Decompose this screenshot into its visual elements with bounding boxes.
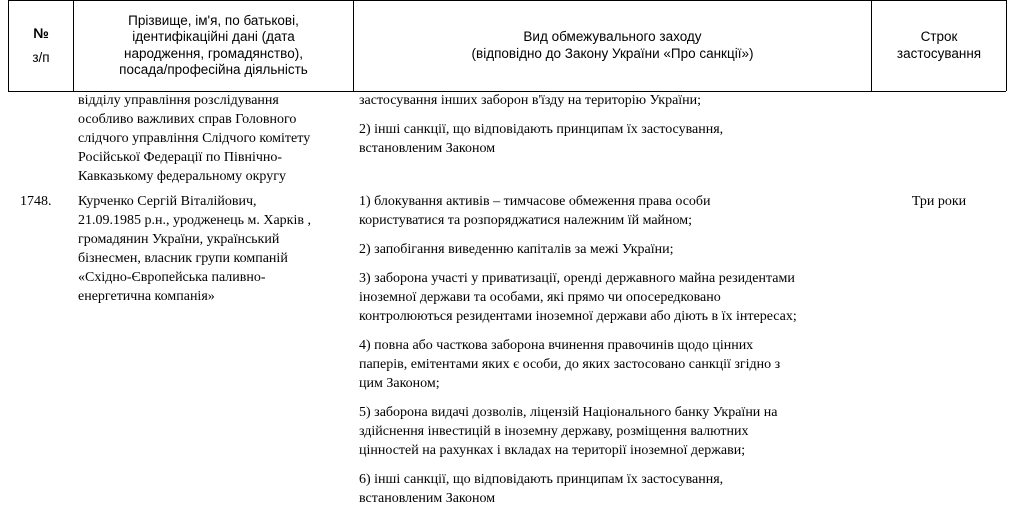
number-sub: з/п: [32, 49, 50, 65]
header-number: [9, 0, 73, 91]
measure-item: 5) заборона видачі дозволів, ліцензій Національного банку України на здійснення інвестицій в іноземну державу, розміщення валютних цінностей на рахунках і вкладах на території іноземної держави;: [359, 405, 778, 458]
measure-item: 3) заборона участі у приватизації, оренді державного майна резидентами іноземної держави та особами, які прямо чи опосередковано контролюються резидентами іноземної держави або діють в їх інтересах;: [359, 271, 797, 324]
measure-item: 2) інші санкції, що відповідають принципам їх застосування, встановленим Законом: [359, 122, 724, 156]
header-term-text: Строк застосування: [896, 29, 982, 61]
header-person: [74, 0, 353, 91]
header-measure-text: Вид обмежувального заходу (відповідно до Закону України «Про санкції»): [471, 29, 754, 61]
continuation-measures: [359, 91, 869, 158]
header-person-text: Прізвище, ім'я, по батькові, ідентифікаційні дані (дата народження, громадянство), посада/професійна діяльність: [119, 12, 308, 77]
measure-item: 1) блокування активів – тимчасове обмеження права особи користуватися та розпоряджатися належним їй майном;: [359, 194, 711, 228]
number-symbol: №: [33, 25, 49, 41]
header-term: [872, 0, 1006, 91]
row-person: Курченко Сергій Віталійович, 21.09.1985 р.н., уродженець м. Харків , громадянин України, український бізнесмен, власник групи компаній «Східно-Європейська паливно- енергетична компанія»: [78, 194, 311, 304]
measure-item: 6) інші санкції, що відповідають принципам їх застосування, встановленим Законом: [359, 472, 724, 506]
row-term: Три роки: [911, 194, 967, 209]
measure-item: застосування інших заборон в'їзду на територію України;: [359, 93, 702, 108]
header-divider: [1006, 0, 1007, 91]
measure-item: 2) запобігання виведенню капіталів за межі України;: [359, 242, 674, 257]
row-number: 1748.: [20, 194, 52, 209]
header-measure: [354, 0, 871, 91]
continuation-person: відділу управління розслідування особливо важливих справ Головного слідчого управління Слідчого комітету Російської Федерації по Північно- Кавказькому федеральному округу: [78, 93, 311, 184]
row-measures: [359, 192, 869, 508]
measure-item: 4) повна або часткова заборона вчинення правочинів щодо цінних паперів, емітентами яких є особи, до яких застосовано санкції згідно з цим Законом;: [359, 338, 781, 391]
